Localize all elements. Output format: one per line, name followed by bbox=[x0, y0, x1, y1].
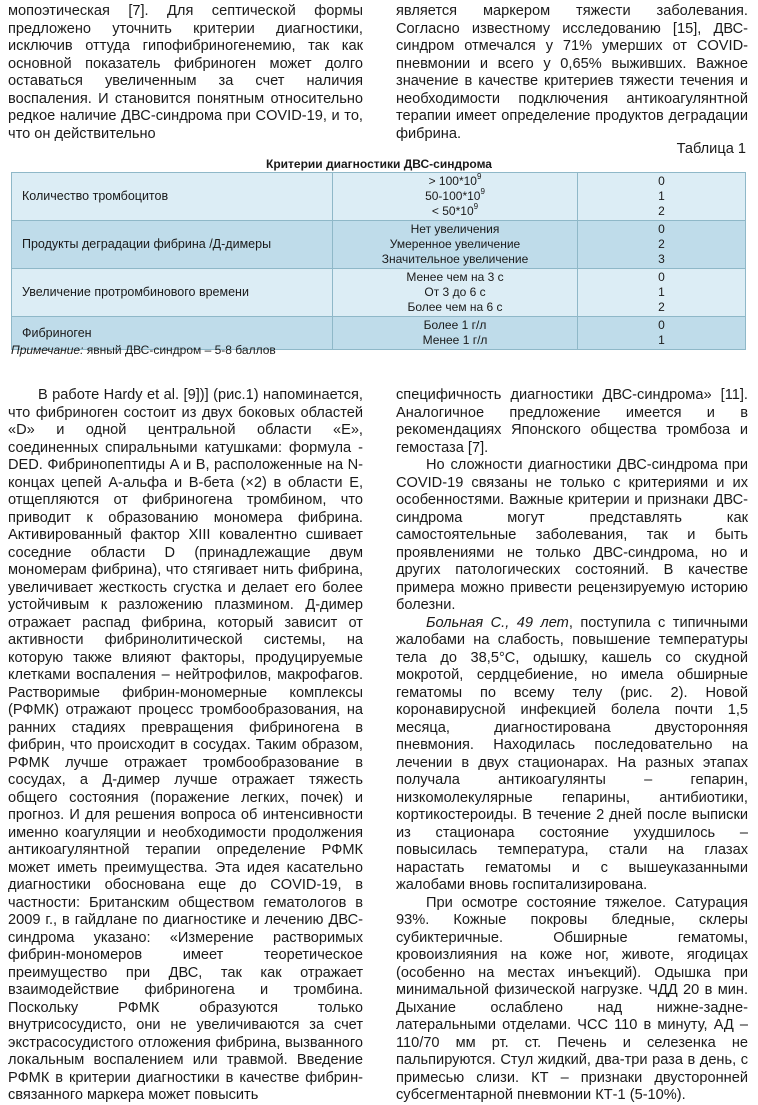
point-value: 0 bbox=[658, 318, 665, 332]
bottom-right-column bbox=[396, 387, 748, 1105]
option-line: Нет увеличения bbox=[410, 222, 500, 236]
patient-history: , поступила с типичными жалобами на слабость, повышение температуры тела до 38,5°С, одышку, кашель со скудной мокротой, сердцебиение, но имела обширные гематомы по всему телу (рис. 2). Новой коронавирусной инфекцией болела почти 1,5 месяца, диагностирована двусторонняя пневмония. Находилась последовательно на лечении в двух стационарах. На разных этапах получала антикоагулянты – гепарин, низкомолекулярные гепарины, антибиотики, кортикостероиды. В течение 2 дней после выписки из стационара состояние ухудшилось – повысилась температура, стали на глазах нарастать гематомы и с вышеуказанными жалобами вновь госпитализирована. bbox=[396, 614, 749, 893]
table-row bbox=[12, 269, 746, 317]
option-line: Значительное увеличение bbox=[381, 252, 529, 266]
point-value: 0 bbox=[658, 270, 665, 284]
point-value: 0 bbox=[658, 222, 665, 236]
table-row bbox=[12, 173, 746, 221]
bottom-left-column bbox=[8, 387, 363, 1105]
points-cell bbox=[578, 173, 746, 221]
table-note bbox=[11, 343, 276, 357]
point-value: 2 bbox=[658, 237, 665, 251]
point-value: 2 bbox=[658, 204, 665, 218]
points-cell bbox=[578, 221, 746, 269]
point-value: 0 bbox=[658, 174, 665, 188]
patient-label: Больная С., 49 лет bbox=[426, 614, 569, 631]
paragraph: В работе Hardy et al. [9])] (рис.1) напоминается, что фибриноген состоит из двух боковых областей «D» и одной центральной области «E», соединенных спиральными катушками: формула - DED. Фибринопептиды A и B, расположенные на N-концах цепей A-альфа и B-бета (×2) в области E, отщепляются от фибриногена тромбином, что приводит к образованию мономера фибрина. Активированный фактор XIII ковалентно сшивает соседние области D (принадлежащие двум мономерам фибрина), что стягивает нить фибрина, увеличивает жесткость сгустка и делает его более устойчивым к разложению плазмином. Д-димер отражает распад фибрина, который зависит от активности фибринолитической системы, на которую также влияют факторы, продуцируемые клетками воспаления – нейтрофилов, макрофагов. Растворимые фибрин-мономерные комплексы (РФМК) отражают процесс тромбообразования, на ранних стадиях превращения фибриногена в фибрин, что происходит в сосудах. Таким образом, РФМК лучше отражает тромбообразование в сосудах, а Д-димер лучше отражает тяжесть общего состояния (поражение легких, почек) и прогноз. И для решения вопроса об интенсивности именно коагуляции и необходимости продолжения антикоагулянтной терапии определение РФМК может иметь преимущества. Эта идея касательно диагностики обоснована еще до COVID-19, в частности: Британским обществом гематологов в 2009 г., в гайдлане по диагностике и лечению ДВС-синдрома указано: «Измерение растворимых фибрин-мономеров имеет теоретическое преимущество при ДВС, так как отражает взаимодействие фибриногена и тромбина. Поскольку РФМК образуются только внутрисосудисто, они не увеличиваются за счет экстрасосудистого отложения фибрина, вызванного локальным воспалением или травмой. Введение РФМК в критерии диагностики в качестве фибрин-связанного маркера может повысить bbox=[8, 387, 363, 1103]
paragraph bbox=[396, 615, 748, 895]
table-title: Критерии диагностики ДВС-синдрома bbox=[266, 157, 492, 171]
option-line: Более 1 г/л bbox=[423, 318, 487, 332]
options-cell bbox=[333, 317, 578, 350]
paragraph: При осмотре состояние тяжелое. Сатурация 93%. Кожные покровы бледные, склеры субиктеричные. Обширные гематомы, кровоизлияния на коже ног, животе, ягодицах (особенно на местах инъекций). Одышка при минимальной физической нагрузке. ЧДД 20 в мин. Дыхание ослаблено над нижне-задне-латеральными отделами. ЧСС 110 в минуту, АД – 110/70 мм рт. ст. Печень и селезенка не пальпируются. Стул жидкий, два-три раза в день, с примесью слизи. КТ – признаки двусторонней субсегментарной пневмонии КТ-1 (5-10%). bbox=[396, 894, 748, 1103]
options-cell bbox=[333, 221, 578, 269]
top-right-column bbox=[396, 3, 748, 143]
criterion-cell: Количество тромбоцитов bbox=[12, 173, 333, 221]
criterion-cell: Фибриноген bbox=[12, 317, 333, 350]
option-line: > $100*10^9$ bbox=[428, 172, 482, 188]
table-row bbox=[12, 221, 746, 269]
point-value: 1 bbox=[658, 285, 665, 299]
option-line: Более чем на 6 с bbox=[407, 300, 503, 314]
table-number: Таблица 1 bbox=[676, 141, 746, 157]
paragraph: специфичность диагностики ДВС-синдрома» [11]. Аналогичное предложение имеется и в рекомендациях Японского общества тромбоза и гемостаза [7]. bbox=[396, 387, 748, 456]
options-cell bbox=[333, 173, 578, 221]
points-cell bbox=[578, 269, 746, 317]
point-value: 1 bbox=[658, 333, 665, 347]
option-line: $50-100*10^9$ bbox=[425, 187, 485, 203]
paragraph: мопоэтическая [7]. Для септической формы предложено уточнить критерии диагностики, исключив оттуда гипофибриногенемию, так как основной показатель фибриноген может долго оставаться увеличенным за счет наличия воспаления. И становится понятным относительно редкое наличие ДВС-синдрома при COVID-19, и то, что он действительно bbox=[8, 3, 363, 142]
option-line: < $50*10^9$ bbox=[431, 202, 479, 218]
option-line: Менее 1 г/л bbox=[422, 333, 488, 347]
option-line: Умеренное увеличение bbox=[389, 237, 521, 251]
points-cell bbox=[578, 317, 746, 350]
criterion-cell: Увеличение протромбинового времени bbox=[12, 269, 333, 317]
paragraph: Но сложности диагностики ДВС-синдрома при COVID-19 связаны не только с критериями и их особенностями. Важные критерии и признаки ДВС-синдрома могут представлять как самостоятельные заболевания, так и быть проявлениями не только ДВС-синдрома, но и других патологических состояний. В качестве примера можно привести рецензируемую историю болезни. bbox=[396, 457, 748, 613]
option-line: От 3 до 6 с bbox=[424, 285, 486, 299]
note-text: явный ДВС-синдром – 5-8 баллов bbox=[83, 343, 276, 357]
criteria-table bbox=[11, 172, 746, 350]
point-value: 3 bbox=[658, 252, 665, 266]
note-label: Примечание: bbox=[11, 343, 84, 357]
point-value: 1 bbox=[658, 189, 665, 203]
top-left-column bbox=[8, 3, 363, 143]
option-line: Менее чем на 3 с bbox=[406, 270, 504, 284]
point-value: 2 bbox=[658, 300, 665, 314]
options-cell bbox=[333, 269, 578, 317]
criterion-cell: Продукты деградации фибрина /Д-димеры bbox=[12, 221, 333, 269]
paragraph: является маркером тяжести заболевания. Согласно известному исследованию [15], ДВС-синдром отмечался у 71% умерших от COVID-пневмонии и всего у 0,65% выживших. Важное значение в качестве критериев тяжести течения и необходимости подключения антикоагулянтной терапии имеет определение продуктов деградации фибрина. bbox=[396, 3, 748, 142]
